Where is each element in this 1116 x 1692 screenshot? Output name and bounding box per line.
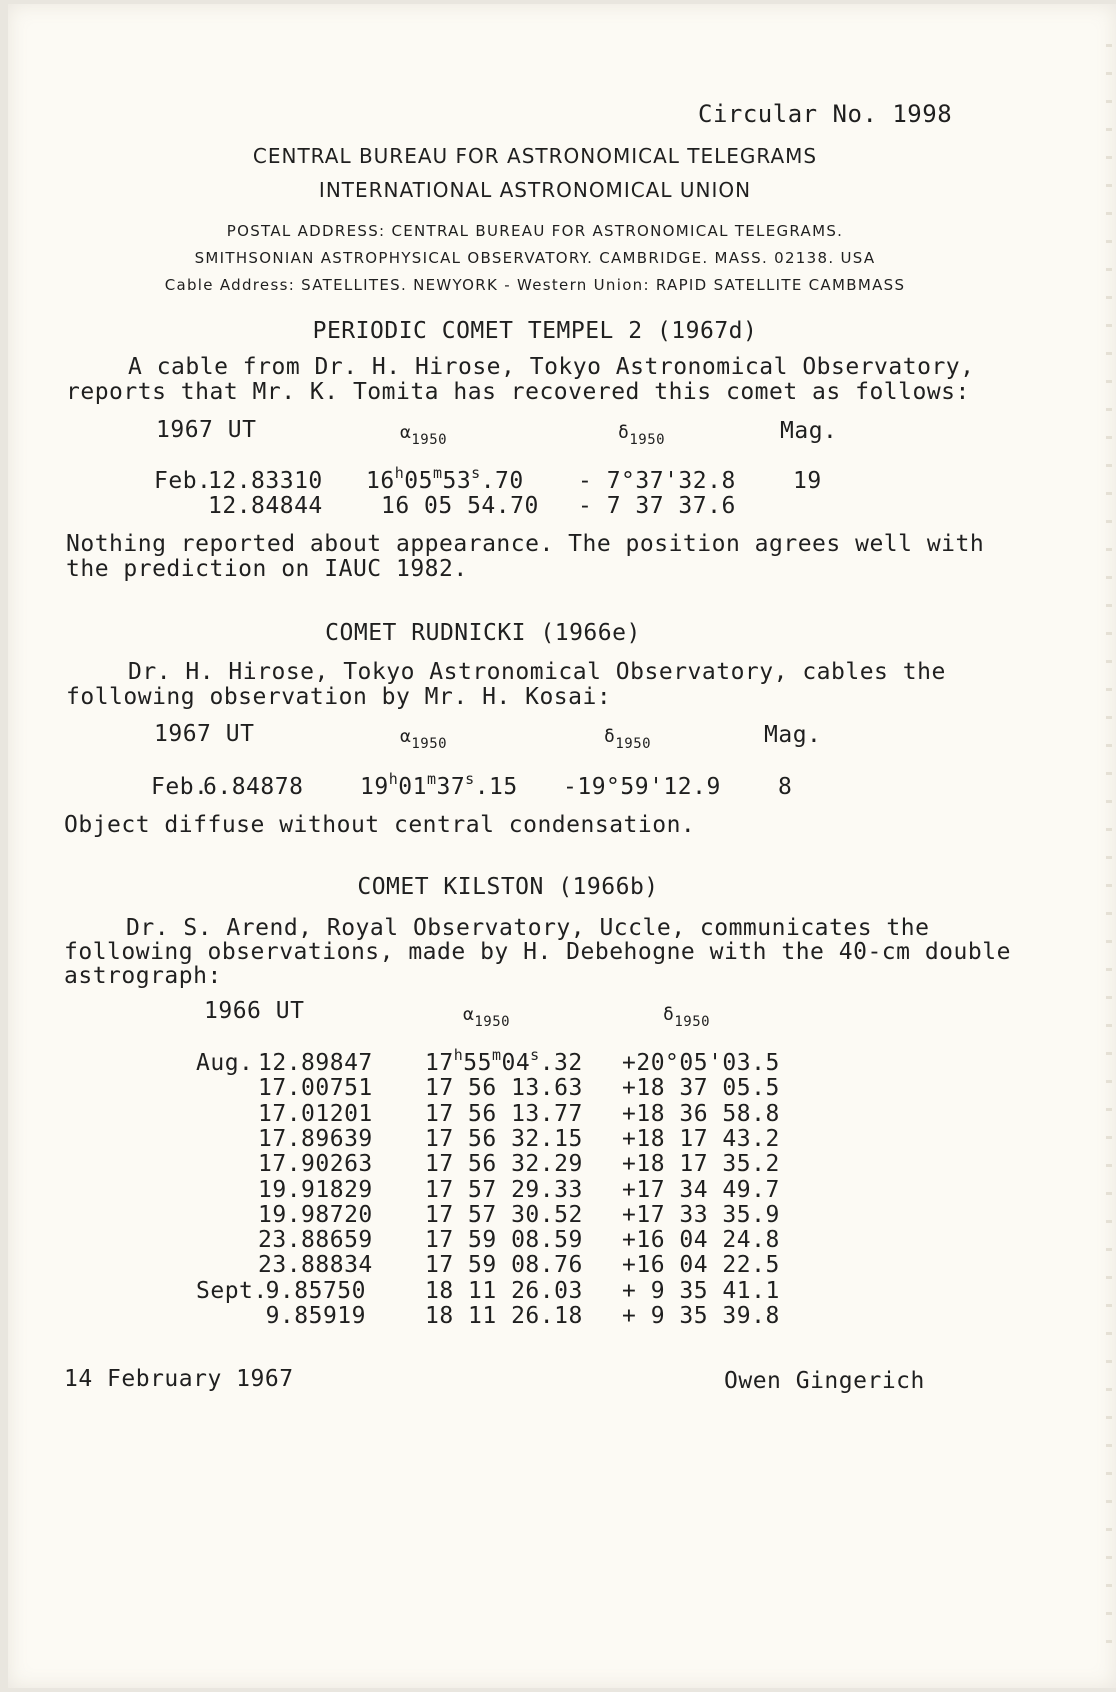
footer-date: 14 February 1967 [64,1366,294,1392]
rudnicki-r1-day: 6.84878 [203,774,304,800]
tempel-r1-mag: 19 [793,468,822,494]
kilston-head-alpha: $\alpha_{1950}$ [463,1004,511,1030]
kilston-row-month: Sept. [196,1278,268,1304]
kilston-row-delta: +17 34 49.7 [622,1177,780,1203]
rudnicki-para-line1: Dr. H. Hirose, Tokyo Astronomical Observatory, cables the [128,659,946,685]
kilston-head-delta: $\delta_{1950}$ [663,1004,711,1030]
kilston-row-day: 17.01201 [258,1101,373,1127]
kilston-row-day: 17.90263 [258,1151,373,1177]
kilston-row-alpha: 17 59 08.59 [425,1227,583,1253]
kilston-row-alpha: 17 57 29.33 [425,1177,583,1203]
kilston-row-day: 23.88659 [258,1227,373,1253]
union-title: INTERNATIONAL ASTRONOMICAL UNION [318,178,752,202]
kilston-row-alpha: 17 57 30.52 [425,1202,583,1228]
tempel-note-line2: the prediction on IAUC 1982. [66,556,468,582]
kilston-row-day: 19.98720 [258,1202,373,1228]
tempel-title: PERIODIC COMET TEMPEL 2 (1967d) [312,318,758,344]
kilston-r1-alpha: 17$^h$55$^m$04$^s$.32 [425,1046,583,1076]
tempel-r2-day: 12.84844 [208,493,323,519]
kilston-row-alpha: 17 56 13.77 [425,1101,583,1127]
kilston-row-delta: + 9 35 41.1 [622,1278,780,1304]
bureau-title: CENTRAL BUREAU FOR ASTRONOMICAL TELEGRAMS [252,144,818,168]
tempel-r1-day: 12.83310 [208,468,323,494]
footer-signature: Owen Gingerich [724,1368,925,1394]
perforation-edge [1106,44,1112,1664]
postal-address: POSTAL ADDRESS: CENTRAL BUREAU FOR ASTRONOMICAL TELEGRAMS. [226,222,844,240]
kilston-row-alpha: 18 11 26.18 [425,1303,583,1329]
tempel-r1-alpha: 16$^h$05$^m$53$^s$.70 [366,464,524,494]
observatory-address: SMITHSONIAN ASTROPHYSICAL OBSERVATORY. CAMBRIDGE. MASS. 02138. USA [194,249,876,267]
rudnicki-head-alpha: $\alpha_{1950}$ [400,726,448,752]
kilston-r1-delta: +20°05'03.5 [622,1050,780,1076]
rudnicki-r1-alpha: 19$^h$01$^m$37$^s$.15 [360,770,518,800]
kilston-row-delta: +18 36 58.8 [622,1101,780,1127]
kilston-head-date: 1966 UT [204,998,305,1024]
kilston-para-line3: astrograph: [64,963,222,989]
rudnicki-head-date: 1967 UT [154,721,255,747]
kilston-row-delta: +18 17 43.2 [622,1126,780,1152]
tempel-head-delta: $\delta_{1950}$ [618,422,666,448]
tempel-para-line2: reports that Mr. K. Tomita has recovered this comet as follows: [66,379,970,405]
kilston-row-delta: +18 17 35.2 [622,1151,780,1177]
kilston-row-delta: +16 04 24.8 [622,1227,780,1253]
kilston-row-delta: +16 04 22.5 [622,1252,780,1278]
rudnicki-para-line2: following observation by Mr. H. Kosai: [66,684,612,710]
kilston-title: COMET KILSTON (1966b) [357,874,659,900]
tempel-head-alpha: $\alpha_{1950}$ [400,422,448,448]
kilston-row-alpha: 17 59 08.76 [425,1252,583,1278]
kilston-para-line1: Dr. S. Arend, Royal Observatory, Uccle, communicates the [126,915,930,941]
rudnicki-note: Object diffuse without central condensation. [64,812,696,838]
tempel-note-line1: Nothing reported about appearance. The position agrees well with [66,531,985,557]
cable-address: Cable Address: SATELLITES. NEWYORK - Western Union: RAPID SATELLITE CAMBMASS [164,276,906,294]
tempel-head-date: 1967 UT [156,417,257,443]
tempel-r2-alpha: 16 05 54.70 [381,493,539,519]
tempel-r1-month: Feb. [154,468,212,494]
kilston-row-day: 12.89847 [258,1050,373,1076]
kilston-row-alpha: 17 56 13.63 [425,1075,583,1101]
kilston-row-delta: +18 37 05.5 [622,1075,780,1101]
kilston-row-day: 23.88834 [258,1252,373,1278]
kilston-row-delta: + 9 35 39.8 [622,1303,780,1329]
circular-page [8,4,1116,1688]
rudnicki-r1-month: Feb. [151,774,209,800]
tempel-head-mag: Mag. [780,418,838,444]
kilston-row-alpha: 17 56 32.29 [425,1151,583,1177]
rudnicki-r1-mag: 8 [778,774,793,800]
kilston-row-day: 17.89639 [258,1126,373,1152]
kilston-row-day: 9.85750 [265,1278,366,1304]
kilston-row-delta: +17 33 35.9 [622,1202,780,1228]
tempel-r2-delta: - 7 37 37.6 [578,493,736,519]
kilston-row-day: 19.91829 [258,1177,373,1203]
rudnicki-head-delta: $\delta_{1950}$ [604,726,652,752]
kilston-para-line2: following observations, made by H. Debehogne with the 40-cm double [64,939,1011,965]
kilston-row-day: 17.00751 [258,1075,373,1101]
kilston-row-alpha: 17 56 32.15 [425,1126,583,1152]
kilston-row-alpha: 18 11 26.03 [425,1278,583,1304]
kilston-row-month: Aug. [196,1050,254,1076]
rudnicki-r1-delta: -19°59'12.9 [563,774,721,800]
rudnicki-head-mag: Mag. [764,722,822,748]
tempel-para-line1: A cable from Dr. H. Hirose, Tokyo Astronomical Observatory, [128,354,975,380]
rudnicki-title: COMET RUDNICKI (1966e) [325,620,641,646]
kilston-row-day: 9.85919 [265,1303,366,1329]
tempel-r1-delta: - 7°37'32.8 [578,468,736,494]
circular-number: Circular No. 1998 [698,100,953,128]
